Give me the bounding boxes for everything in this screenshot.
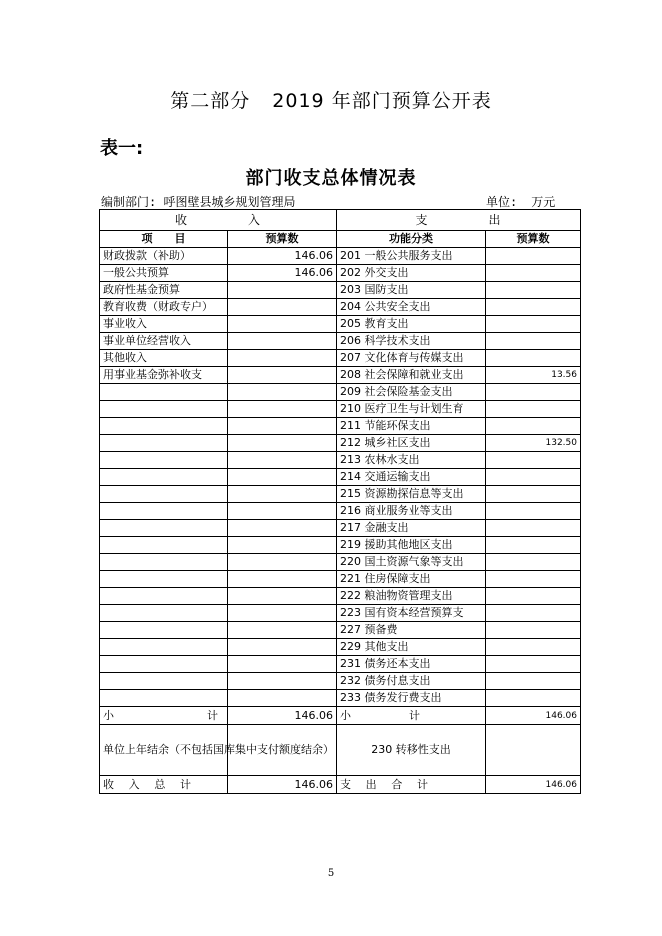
table-row (100, 588, 581, 605)
income-item-cell (100, 503, 228, 520)
total-left-char-2: 入 (128, 777, 140, 791)
function-category-cell: 216 商业服务业等支出 (337, 503, 486, 520)
table-row (100, 299, 581, 316)
department-line: 编制部门: 呼图壁县城乡规划管理局 (101, 195, 296, 209)
function-category-cell: 227 预备费 (337, 622, 486, 639)
function-amount-cell (486, 639, 581, 656)
carryover-function-amount (486, 725, 581, 776)
total-right-char-1: 支 (340, 777, 351, 791)
table-row (100, 571, 581, 588)
income-amount-cell (228, 333, 337, 350)
function-amount-cell (486, 350, 581, 367)
function-category-cell: 210 医疗卫生与计划生育 (337, 401, 486, 418)
function-amount-cell (486, 316, 581, 333)
income-amount-cell (228, 384, 337, 401)
function-amount-cell (486, 469, 581, 486)
table-label: 表一: (100, 138, 144, 159)
function-category-cell: 221 住房保障支出 (337, 571, 486, 588)
income-amount-cell: 146.06 (228, 265, 337, 282)
table-row (100, 265, 581, 282)
subtotal-label-left (100, 707, 228, 725)
carryover-label: 单位上年结余（不包括国库集中支付额度结余） (100, 725, 228, 776)
function-category-cell: 214 交通运输支出 (337, 469, 486, 486)
function-category-cell: 205 教育支出 (337, 316, 486, 333)
income-item-cell (100, 554, 228, 571)
table-row (100, 469, 581, 486)
function-amount-cell (486, 282, 581, 299)
function-amount-cell (486, 265, 581, 282)
income-item-cell (100, 469, 228, 486)
col-header-item: 项 目 (100, 231, 228, 248)
income-amount-cell (228, 282, 337, 299)
income-amount-cell (228, 571, 337, 588)
total-left-char-1: 收 (103, 777, 114, 791)
income-item-cell (100, 435, 228, 452)
function-amount-cell (486, 605, 581, 622)
function-amount-cell: 13.56 (486, 367, 581, 384)
table-row (100, 248, 581, 265)
unit-value: 万元 (531, 195, 556, 209)
table-row (100, 316, 581, 333)
total-label-right (337, 776, 486, 794)
expense-section-header (337, 210, 581, 231)
table-row (100, 690, 581, 707)
function-amount-cell (486, 401, 581, 418)
carryover-row (100, 725, 581, 776)
function-amount-cell (486, 622, 581, 639)
col-header-function: 功能分类 (337, 231, 486, 248)
total-left-char-3: 总 (154, 777, 166, 791)
income-item-cell: 政府性基金预算 (100, 282, 228, 299)
function-amount-cell (486, 656, 581, 673)
total-right-char-2: 出 (365, 777, 377, 791)
function-category-cell: 223 国有资本经营预算支 (337, 605, 486, 622)
income-item-cell: 其他收入 (100, 350, 228, 367)
function-category-cell: 213 农林水支出 (337, 452, 486, 469)
function-category-cell: 219 援助其他地区支出 (337, 537, 486, 554)
expense-char-1: 支 (415, 213, 429, 227)
income-item-cell (100, 384, 228, 401)
subtotal-label-right (337, 707, 486, 725)
table-row (100, 333, 581, 350)
function-category-cell: 202 外交支出 (337, 265, 486, 282)
function-amount-cell (486, 520, 581, 537)
carryover-function: 230 转移性支出 (337, 725, 486, 776)
table-row (100, 486, 581, 503)
table-row (100, 282, 581, 299)
function-amount-cell (486, 554, 581, 571)
function-category-cell: 211 节能环保支出 (337, 418, 486, 435)
function-category-cell: 229 其他支出 (337, 639, 486, 656)
income-amount-cell (228, 435, 337, 452)
income-amount-cell (228, 622, 337, 639)
function-amount-cell (486, 571, 581, 588)
table-row (100, 656, 581, 673)
income-item-cell (100, 605, 228, 622)
unit-line (486, 193, 555, 210)
table-row (100, 367, 581, 384)
income-char-2: 入 (248, 213, 262, 227)
function-category-cell: 220 国土资源气象等支出 (337, 554, 486, 571)
unit-label: 单位: (486, 195, 518, 209)
income-amount-cell (228, 469, 337, 486)
subtotal-left-char-1: 小 (103, 708, 114, 722)
function-category-cell: 209 社会保险基金支出 (337, 384, 486, 401)
total-label-left (100, 776, 228, 794)
income-amount-cell (228, 690, 337, 707)
income-amount-cell (228, 588, 337, 605)
income-amount-cell (228, 673, 337, 690)
heading-title: 2019 年部门预算公开表 (272, 90, 492, 112)
income-amount-cell (228, 350, 337, 367)
function-category-cell: 217 金融支出 (337, 520, 486, 537)
expense-char-2: 出 (488, 213, 502, 227)
table-title: 部门收支总体情况表 (245, 168, 417, 189)
function-amount-cell (486, 537, 581, 554)
income-amount-cell (228, 656, 337, 673)
table-row (100, 503, 581, 520)
income-amount-cell (228, 452, 337, 469)
col-header-amount: 预算数 (228, 231, 337, 248)
income-amount-cell: 146.06 (228, 248, 337, 265)
income-section-header (100, 210, 337, 231)
income-amount-cell (228, 316, 337, 333)
col-header-function-amount: 预算数 (486, 231, 581, 248)
function-category-cell: 203 国防支出 (337, 282, 486, 299)
function-category-cell: 212 城乡社区支出 (337, 435, 486, 452)
page-heading (0, 86, 662, 113)
subtotal-amount: 146.06 (228, 707, 337, 725)
subtotal-right-char-1: 小 (340, 708, 351, 722)
subtotal-row (100, 707, 581, 725)
income-item-cell (100, 401, 228, 418)
table-row (100, 520, 581, 537)
income-item-cell (100, 690, 228, 707)
income-item-cell (100, 486, 228, 503)
income-amount-cell (228, 605, 337, 622)
function-category-cell: 207 文化体育与传媒支出 (337, 350, 486, 367)
function-amount-cell (486, 299, 581, 316)
function-amount-cell (486, 690, 581, 707)
total-function-amount: 146.06 (486, 776, 581, 794)
income-item-cell: 财政拨款（补助） (100, 248, 228, 265)
income-item-cell (100, 537, 228, 554)
total-right-char-3: 合 (391, 777, 403, 791)
income-item-cell: 事业单位经营收入 (100, 333, 228, 350)
table-row (100, 401, 581, 418)
function-amount-cell (486, 673, 581, 690)
income-item-cell (100, 418, 228, 435)
income-item-cell (100, 622, 228, 639)
income-item-cell: 用事业基金弥补收支 (100, 367, 228, 384)
function-category-cell: 222 粮油物资管理支出 (337, 588, 486, 605)
function-category-cell: 208 社会保障和就业支出 (337, 367, 486, 384)
function-amount-cell (486, 503, 581, 520)
function-amount-cell (486, 418, 581, 435)
function-amount-cell (486, 248, 581, 265)
table-row (100, 605, 581, 622)
income-amount-cell (228, 503, 337, 520)
income-amount-cell (228, 367, 337, 384)
table-row (100, 639, 581, 656)
function-amount-cell (486, 588, 581, 605)
income-item-cell (100, 673, 228, 690)
income-item-cell (100, 588, 228, 605)
income-amount-cell (228, 486, 337, 503)
function-amount-cell: 132.50 (486, 435, 581, 452)
income-amount-cell (228, 537, 337, 554)
budget-table (99, 209, 581, 794)
table-row (100, 452, 581, 469)
section-header-row (100, 210, 581, 231)
table-row (100, 435, 581, 452)
total-row (100, 776, 581, 794)
function-category-cell: 231 债务还本支出 (337, 656, 486, 673)
function-category-cell: 215 资源勘探信息等支出 (337, 486, 486, 503)
income-amount-cell (228, 401, 337, 418)
table-row (100, 384, 581, 401)
table-row (100, 418, 581, 435)
function-amount-cell (486, 333, 581, 350)
column-header-row (100, 231, 581, 248)
function-amount-cell (486, 384, 581, 401)
income-amount-cell (228, 639, 337, 656)
total-amount: 146.06 (228, 776, 337, 794)
function-amount-cell (486, 452, 581, 469)
subtotal-left-char-2: 计 (207, 708, 218, 722)
income-item-cell (100, 571, 228, 588)
total-right-char-4: 计 (416, 777, 428, 791)
table-row (100, 673, 581, 690)
table-row (100, 537, 581, 554)
subtotal-function-amount: 146.06 (486, 707, 581, 725)
table-row (100, 350, 581, 367)
function-category-cell: 206 科学技术支出 (337, 333, 486, 350)
page-number: 5 (327, 868, 335, 879)
income-item-cell: 一般公共预算 (100, 265, 228, 282)
income-item-cell (100, 520, 228, 537)
income-amount-cell (228, 418, 337, 435)
part-label: 第二部分 (170, 90, 251, 112)
subtotal-right-char-2: 计 (409, 708, 420, 722)
total-left-char-4: 计 (179, 777, 191, 791)
income-char-1: 收 (174, 213, 188, 227)
function-category-cell: 204 公共安全支出 (337, 299, 486, 316)
table-row (100, 554, 581, 571)
income-amount-cell (228, 299, 337, 316)
income-item-cell: 教育收费（财政专户） (100, 299, 228, 316)
function-category-cell: 201 一般公共服务支出 (337, 248, 486, 265)
income-amount-cell (228, 520, 337, 537)
income-item-cell (100, 656, 228, 673)
function-category-cell: 232 债务付息支出 (337, 673, 486, 690)
income-amount-cell (228, 554, 337, 571)
table-row (100, 622, 581, 639)
income-item-cell (100, 452, 228, 469)
income-item-cell: 事业收入 (100, 316, 228, 333)
income-item-cell (100, 639, 228, 656)
function-amount-cell (486, 486, 581, 503)
function-category-cell: 233 债务发行费支出 (337, 690, 486, 707)
